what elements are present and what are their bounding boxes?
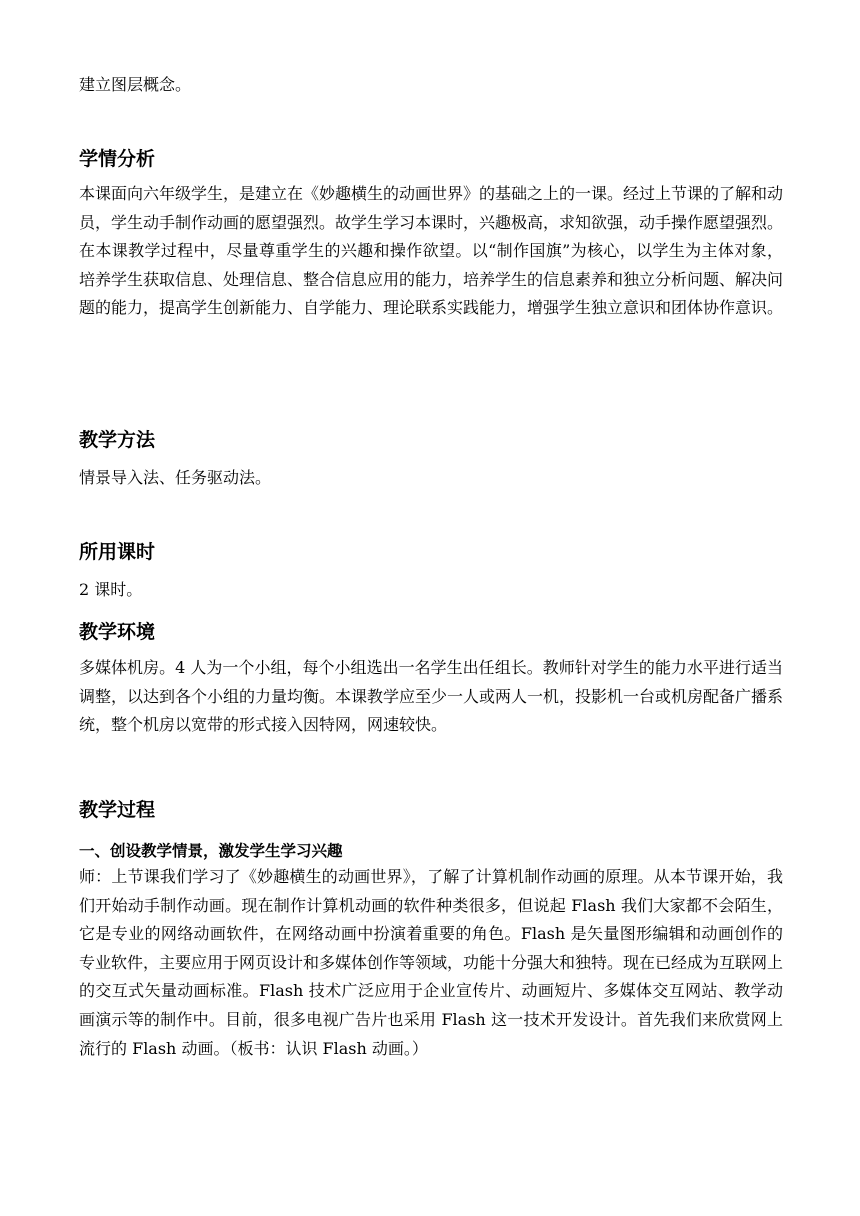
section-body-student-analysis: 本课面向六年级学生，是建立在《妙趣横生的动画世界》的基础之上的一课。经过上节课的了解和动员，学生动手制作动画的愿望强烈。故学生学习本课时，兴趣极高，求知欲强，动手操作愿望强烈。在本课教学过程中，尽量尊重学生的兴趣和操作欲望。以“制作国旗”为核心，以学生为主体对象，培养学生获取信息、处理信息、整合信息应用的能力，培养学生的信息素养和独立分析问题、解决问题的能力，提高学生创新能力、自学能力、理论联系实践能力，增强学生独立意识和团体协作意识。 — [79, 184, 784, 318]
intro-paragraph: 建立图层概念。 — [79, 75, 192, 94]
section-body-teaching-methods: 情景导入法、任务驱动法。 — [79, 468, 272, 487]
section-heading-class-hours: 所用课时 — [79, 541, 156, 563]
section-heading-teaching-environment: 教学环境 — [79, 621, 156, 643]
section-heading-teaching-process: 教学过程 — [79, 799, 156, 821]
section-body-teaching-environment: 多媒体机房。4 人为一个小组，每个小组选出一名学生出任组长。教师针对学生的能力水平进行适当调整，以达到各个小组的力量均衡。本课教学应至少一人或两人一机，投影机一台或机房配备广播系统，整个机房以宽带的形式接入因特网，网速较快。 — [79, 658, 784, 735]
section-body-class-hours: 2 课时。 — [79, 580, 143, 599]
section-heading-student-analysis: 学情分析 — [79, 148, 156, 170]
section-body-teaching-process: 师：上节课我们学习了《妙趣横生的动画世界》，了解了计算机制作动画的原理。从本节课开始，我们开始动手制作动画。现在制作计算机动画的软件种类很多，但说起 Flash 我们大家都不会陌生，它是专业的网络动画软件，在网络动画中扮演着重要的角色。Flash 是矢量图形编辑和动画创作的专业软件，主要应用于网页设计和多媒体创作等领域，功能十分强大和独特。现在已经成为互联网上的交互式矢量动画标准。Flash 技术广泛应用于企业宣传片、动画短片、多媒体交互网站、教学动画演示等的制作中。目前，很多电视广告片也采用 Flash 这一技术开发设计。首先我们来欣赏网上流行的 Flash 动画。（板书：认识 Flash 动画。） — [79, 867, 784, 1058]
subsection-heading-step-one: 一、创设教学情景，激发学生学习兴趣 — [79, 842, 343, 860]
section-heading-teaching-methods: 教学方法 — [79, 429, 156, 451]
